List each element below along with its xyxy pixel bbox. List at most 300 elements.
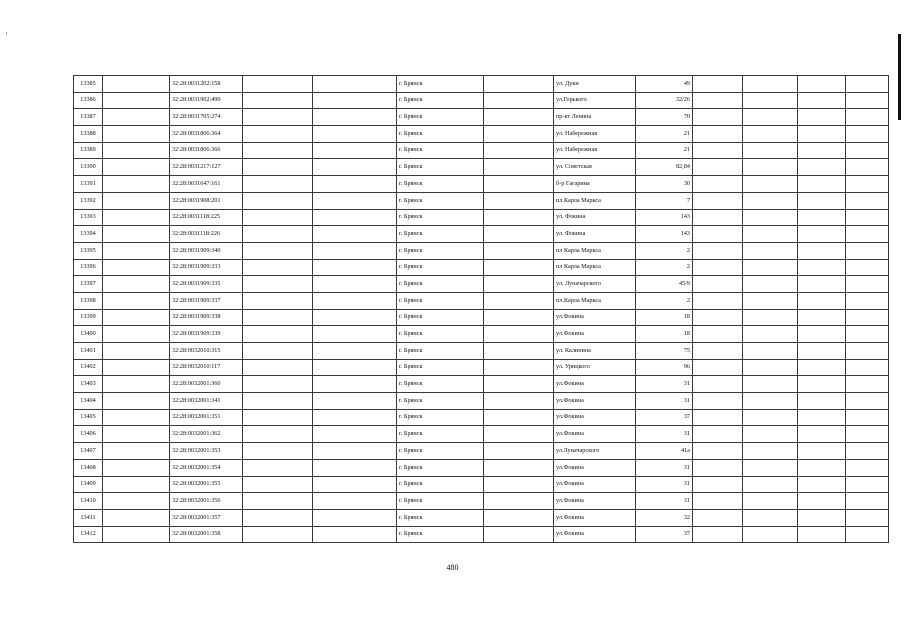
cell-empty <box>743 192 798 209</box>
cell-empty <box>243 92 313 109</box>
cell-num: 13389 <box>74 142 103 159</box>
cell-street: ул.Фокина <box>554 393 636 410</box>
table-row <box>74 242 889 259</box>
cell-street: пл.Карла Маркса <box>554 192 636 209</box>
cell-empty <box>743 259 798 276</box>
scan-edge-bar <box>898 34 901 120</box>
cell-empty <box>693 459 743 476</box>
cell-empty <box>243 226 313 243</box>
table-row <box>74 92 889 109</box>
cell-empty <box>846 393 889 410</box>
cell-empty <box>313 226 397 243</box>
cell-empty <box>313 476 397 493</box>
cell-empty <box>743 176 798 193</box>
cell-house: 31 <box>636 476 693 493</box>
cell-empty <box>693 92 743 109</box>
cell-empty <box>313 92 397 109</box>
cell-cadastral: 32:28:0031202:158 <box>170 76 243 93</box>
cell-empty <box>243 426 313 443</box>
cell-empty <box>103 343 170 360</box>
cell-empty <box>103 109 170 126</box>
cell-empty <box>846 443 889 460</box>
cell-num: 13409 <box>74 476 103 493</box>
cell-empty <box>846 142 889 159</box>
cell-num: 13394 <box>74 226 103 243</box>
cell-empty <box>693 176 743 193</box>
cell-empty <box>484 242 554 259</box>
cell-city: г. Брянск <box>397 509 484 526</box>
cell-city: г. Брянск <box>397 92 484 109</box>
cell-cadastral: 32:28:0032010:315 <box>170 343 243 360</box>
cell-house: 31 <box>636 426 693 443</box>
cell-empty <box>693 159 743 176</box>
cell-street: пл Карла Маркса <box>554 259 636 276</box>
cell-empty <box>313 359 397 376</box>
cell-num: 13396 <box>74 259 103 276</box>
cell-empty <box>798 409 846 426</box>
cell-num: 13402 <box>74 359 103 376</box>
cell-empty <box>846 159 889 176</box>
cell-empty <box>313 326 397 343</box>
cell-street: ул.Фокина <box>554 409 636 426</box>
cell-empty <box>846 276 889 293</box>
cell-street: пл.Карла Маркса <box>554 292 636 309</box>
cell-house: 37 <box>636 526 693 543</box>
table-row <box>74 109 889 126</box>
cell-cadastral: 32:28:0032001:355 <box>170 476 243 493</box>
cell-city: г. Брянск <box>397 292 484 309</box>
cell-empty <box>243 409 313 426</box>
cell-house: 21 <box>636 142 693 159</box>
cell-street: ул.Фокина <box>554 326 636 343</box>
cell-empty <box>103 309 170 326</box>
cell-empty <box>743 426 798 443</box>
cell-city: г. Брянск <box>397 309 484 326</box>
cell-house: 32/26 <box>636 92 693 109</box>
cell-empty <box>743 343 798 360</box>
cell-house: 143 <box>636 209 693 226</box>
cell-empty <box>798 192 846 209</box>
cell-empty <box>484 426 554 443</box>
table-row <box>74 292 889 309</box>
cell-empty <box>693 192 743 209</box>
cell-empty <box>846 242 889 259</box>
cell-empty <box>743 459 798 476</box>
table-row <box>74 126 889 143</box>
cell-city: г. Брянск <box>397 493 484 510</box>
cell-num: 13397 <box>74 276 103 293</box>
cell-empty <box>846 376 889 393</box>
cell-city: г. Брянск <box>397 76 484 93</box>
cell-city: г. Брянск <box>397 409 484 426</box>
cell-empty <box>798 393 846 410</box>
cell-empty <box>693 359 743 376</box>
cell-empty <box>693 209 743 226</box>
cell-num: 13400 <box>74 326 103 343</box>
cell-street: ул. Луначарского <box>554 276 636 293</box>
cell-empty <box>798 276 846 293</box>
cell-empty <box>846 309 889 326</box>
cell-empty <box>693 409 743 426</box>
cell-empty <box>243 159 313 176</box>
cell-empty <box>743 509 798 526</box>
cell-cadastral: 32:28:0031909:339 <box>170 326 243 343</box>
cell-empty <box>484 376 554 393</box>
cell-empty <box>798 343 846 360</box>
cell-street: ул. Набережная <box>554 142 636 159</box>
cell-empty <box>743 76 798 93</box>
cell-empty <box>243 192 313 209</box>
cell-empty <box>846 226 889 243</box>
cell-empty <box>798 242 846 259</box>
cell-house: 18 <box>636 309 693 326</box>
cell-cadastral: 32:28:0031118:225 <box>170 209 243 226</box>
cell-empty <box>846 176 889 193</box>
cell-empty <box>103 159 170 176</box>
cell-empty <box>103 326 170 343</box>
cell-street: ул.Горького <box>554 92 636 109</box>
cell-house: 31 <box>636 459 693 476</box>
table-row <box>74 526 889 543</box>
cell-city: г. Брянск <box>397 209 484 226</box>
cell-empty <box>798 493 846 510</box>
cell-empty <box>798 126 846 143</box>
cell-empty <box>798 292 846 309</box>
cell-empty <box>243 493 313 510</box>
cell-empty <box>693 76 743 93</box>
cell-empty <box>484 292 554 309</box>
cell-cadastral: 32:28:0032001:354 <box>170 459 243 476</box>
cell-empty <box>484 142 554 159</box>
cell-empty <box>846 192 889 209</box>
cell-empty <box>484 176 554 193</box>
cell-city: г. Брянск <box>397 526 484 543</box>
table-row <box>74 326 889 343</box>
cell-empty <box>693 142 743 159</box>
cell-street: ул. Фокина <box>554 209 636 226</box>
cell-empty <box>103 526 170 543</box>
cell-empty <box>798 359 846 376</box>
cell-empty <box>798 459 846 476</box>
cell-empty <box>103 126 170 143</box>
cell-empty <box>798 426 846 443</box>
cell-empty <box>103 226 170 243</box>
cell-empty <box>103 209 170 226</box>
cell-empty <box>743 526 798 543</box>
cell-empty <box>743 276 798 293</box>
cell-house: 49 <box>636 76 693 93</box>
cell-empty <box>693 309 743 326</box>
table-row <box>74 376 889 393</box>
property-table <box>73 75 889 543</box>
cell-empty <box>846 359 889 376</box>
table-row <box>74 309 889 326</box>
cell-num: 13385 <box>74 76 103 93</box>
cell-cadastral: 32:28:0031909:335 <box>170 276 243 293</box>
cell-num: 13393 <box>74 209 103 226</box>
cell-street: ул.Фокина <box>554 426 636 443</box>
cell-num: 13390 <box>74 159 103 176</box>
cell-empty <box>313 209 397 226</box>
table-row <box>74 176 889 193</box>
cell-cadastral: 32:28:0032001:358 <box>170 526 243 543</box>
cell-empty <box>846 126 889 143</box>
cell-empty <box>798 92 846 109</box>
cell-empty <box>693 343 743 360</box>
cell-city: г. Брянск <box>397 426 484 443</box>
cell-cadastral: 32:28:0032001:341 <box>170 393 243 410</box>
cell-cadastral: 32:28:0031118:226 <box>170 226 243 243</box>
cell-empty <box>693 443 743 460</box>
cell-empty <box>484 393 554 410</box>
cell-empty <box>846 109 889 126</box>
table-row <box>74 359 889 376</box>
cell-empty <box>313 242 397 259</box>
cell-empty <box>846 426 889 443</box>
cell-cadastral: 32:28:0032001:353 <box>170 443 243 460</box>
cell-street: пл Карла Маркса <box>554 242 636 259</box>
cell-city: г. Брянск <box>397 159 484 176</box>
cell-num: 13395 <box>74 242 103 259</box>
cell-house: 32 <box>636 509 693 526</box>
page-number: 480 <box>446 563 459 572</box>
cell-house: 41а <box>636 443 693 460</box>
cell-empty <box>798 159 846 176</box>
cell-num: 13410 <box>74 493 103 510</box>
cell-empty <box>743 376 798 393</box>
cell-num: 13387 <box>74 109 103 126</box>
cell-house: 45/9 <box>636 276 693 293</box>
cell-empty <box>743 92 798 109</box>
cell-empty <box>484 526 554 543</box>
cell-empty <box>743 242 798 259</box>
cell-empty <box>484 326 554 343</box>
cell-cadastral: 32:28:0032001:357 <box>170 509 243 526</box>
cell-cadastral: 32:28:0031806:366 <box>170 142 243 159</box>
cell-house: 18 <box>636 326 693 343</box>
cell-empty <box>743 326 798 343</box>
table-body <box>74 76 889 543</box>
cell-empty <box>693 526 743 543</box>
cell-empty <box>484 409 554 426</box>
cell-empty <box>484 209 554 226</box>
cell-empty <box>798 176 846 193</box>
cell-empty <box>798 526 846 543</box>
cell-empty <box>484 443 554 460</box>
cell-num: 13386 <box>74 92 103 109</box>
cell-empty <box>743 443 798 460</box>
cell-empty <box>103 176 170 193</box>
table-row <box>74 192 889 209</box>
cell-empty <box>846 326 889 343</box>
table-row <box>74 393 889 410</box>
cell-empty <box>313 393 397 410</box>
cell-num: 13398 <box>74 292 103 309</box>
table-row <box>74 209 889 226</box>
cell-empty <box>243 443 313 460</box>
cell-empty <box>103 493 170 510</box>
cell-empty <box>313 159 397 176</box>
cell-empty <box>243 343 313 360</box>
cell-num: 13408 <box>74 459 103 476</box>
cell-empty <box>484 343 554 360</box>
cell-empty <box>798 326 846 343</box>
cell-house: 37 <box>636 409 693 426</box>
cell-house: 96 <box>636 359 693 376</box>
cell-empty <box>313 509 397 526</box>
cell-empty <box>313 409 397 426</box>
cell-house: 2 <box>636 242 693 259</box>
cell-empty <box>243 326 313 343</box>
cell-num: 13411 <box>74 509 103 526</box>
cell-empty <box>313 76 397 93</box>
cell-street: ул.Фокина <box>554 309 636 326</box>
cell-empty <box>693 226 743 243</box>
cell-empty <box>743 142 798 159</box>
cell-num: 13401 <box>74 343 103 360</box>
table-row <box>74 76 889 93</box>
cell-num: 13404 <box>74 393 103 410</box>
cell-empty <box>103 242 170 259</box>
cell-street: ул.Фокина <box>554 376 636 393</box>
cell-empty <box>313 376 397 393</box>
cell-empty <box>484 309 554 326</box>
cell-empty <box>693 326 743 343</box>
cell-house: 2 <box>636 292 693 309</box>
cell-empty <box>693 292 743 309</box>
cell-num: 13392 <box>74 192 103 209</box>
cell-empty <box>484 276 554 293</box>
cell-num: 13391 <box>74 176 103 193</box>
cell-empty <box>798 309 846 326</box>
cell-street: ул. Калинина <box>554 343 636 360</box>
cell-empty <box>484 126 554 143</box>
cell-empty <box>313 192 397 209</box>
cell-empty <box>693 426 743 443</box>
cell-empty <box>743 393 798 410</box>
cell-empty <box>484 476 554 493</box>
cell-empty <box>846 292 889 309</box>
cell-empty <box>743 493 798 510</box>
cell-num: 13388 <box>74 126 103 143</box>
cell-empty <box>103 142 170 159</box>
cell-cadastral: 32:28:0031217:127 <box>170 159 243 176</box>
cell-num: 13399 <box>74 309 103 326</box>
cell-empty <box>103 509 170 526</box>
cell-house: 30 <box>636 176 693 193</box>
table-row <box>74 476 889 493</box>
cell-empty <box>103 192 170 209</box>
cell-empty <box>103 426 170 443</box>
cell-empty <box>243 76 313 93</box>
cell-city: г. Брянск <box>397 476 484 493</box>
cell-empty <box>103 443 170 460</box>
cell-empty <box>313 526 397 543</box>
cell-cadastral: 32:28:0031647:161 <box>170 176 243 193</box>
cell-empty <box>313 343 397 360</box>
cell-city: г. Брянск <box>397 192 484 209</box>
cell-empty <box>313 142 397 159</box>
cell-city: г. Брянск <box>397 276 484 293</box>
table-row <box>74 343 889 360</box>
cell-empty <box>693 276 743 293</box>
cell-num: 13407 <box>74 443 103 460</box>
table-row <box>74 259 889 276</box>
cell-empty <box>103 476 170 493</box>
cell-empty <box>243 176 313 193</box>
cell-num: 13403 <box>74 376 103 393</box>
cell-empty <box>313 309 397 326</box>
cell-street: ул.Фокина <box>554 493 636 510</box>
cell-house: 70 <box>636 109 693 126</box>
cell-empty <box>313 259 397 276</box>
cell-house: 7 <box>636 192 693 209</box>
cell-cadastral: 32:28:0031909:337 <box>170 292 243 309</box>
cell-empty <box>484 226 554 243</box>
cell-empty <box>846 209 889 226</box>
cell-empty <box>846 409 889 426</box>
cell-empty <box>484 159 554 176</box>
cell-empty <box>103 409 170 426</box>
cell-empty <box>313 443 397 460</box>
cell-empty <box>743 309 798 326</box>
cell-empty <box>743 109 798 126</box>
table-row <box>74 443 889 460</box>
cell-street: ул. Фокина <box>554 226 636 243</box>
table-row <box>74 276 889 293</box>
cell-empty <box>846 476 889 493</box>
cell-num: 13405 <box>74 409 103 426</box>
cell-empty <box>313 276 397 293</box>
cell-cadastral: 32:28:0031902:490 <box>170 92 243 109</box>
cell-empty <box>103 76 170 93</box>
cell-city: г. Брянск <box>397 226 484 243</box>
cell-empty <box>693 126 743 143</box>
cell-cadastral: 32:28:0032010:117 <box>170 359 243 376</box>
table-row <box>74 226 889 243</box>
cell-city: г. Брянск <box>397 359 484 376</box>
cell-empty <box>693 242 743 259</box>
cell-empty <box>798 76 846 93</box>
cell-cadastral: 32:28:0031909:340 <box>170 242 243 259</box>
cell-empty <box>798 209 846 226</box>
cell-street: ул.Фокина <box>554 509 636 526</box>
cell-empty <box>798 443 846 460</box>
cell-street: ул. Урицкого <box>554 359 636 376</box>
cell-city: г. Брянск <box>397 326 484 343</box>
cell-city: г. Брянск <box>397 126 484 143</box>
cell-cadastral: 32:28:0031909:338 <box>170 309 243 326</box>
cell-city: г. Брянск <box>397 459 484 476</box>
cell-empty <box>103 259 170 276</box>
cell-empty <box>103 92 170 109</box>
cell-cadastral: 32:28:0032001:362 <box>170 426 243 443</box>
cell-street: ул. Дуки <box>554 76 636 93</box>
cell-empty <box>103 276 170 293</box>
cell-empty <box>798 376 846 393</box>
table-row <box>74 509 889 526</box>
cell-empty <box>798 509 846 526</box>
cell-empty <box>693 476 743 493</box>
cell-street: пр-кт Ленина <box>554 109 636 126</box>
cell-empty <box>846 92 889 109</box>
cell-empty <box>484 459 554 476</box>
cell-empty <box>243 259 313 276</box>
cell-city: г. Брянск <box>397 376 484 393</box>
cell-empty <box>243 459 313 476</box>
cell-empty <box>243 376 313 393</box>
cell-street: ул. Набережная <box>554 126 636 143</box>
